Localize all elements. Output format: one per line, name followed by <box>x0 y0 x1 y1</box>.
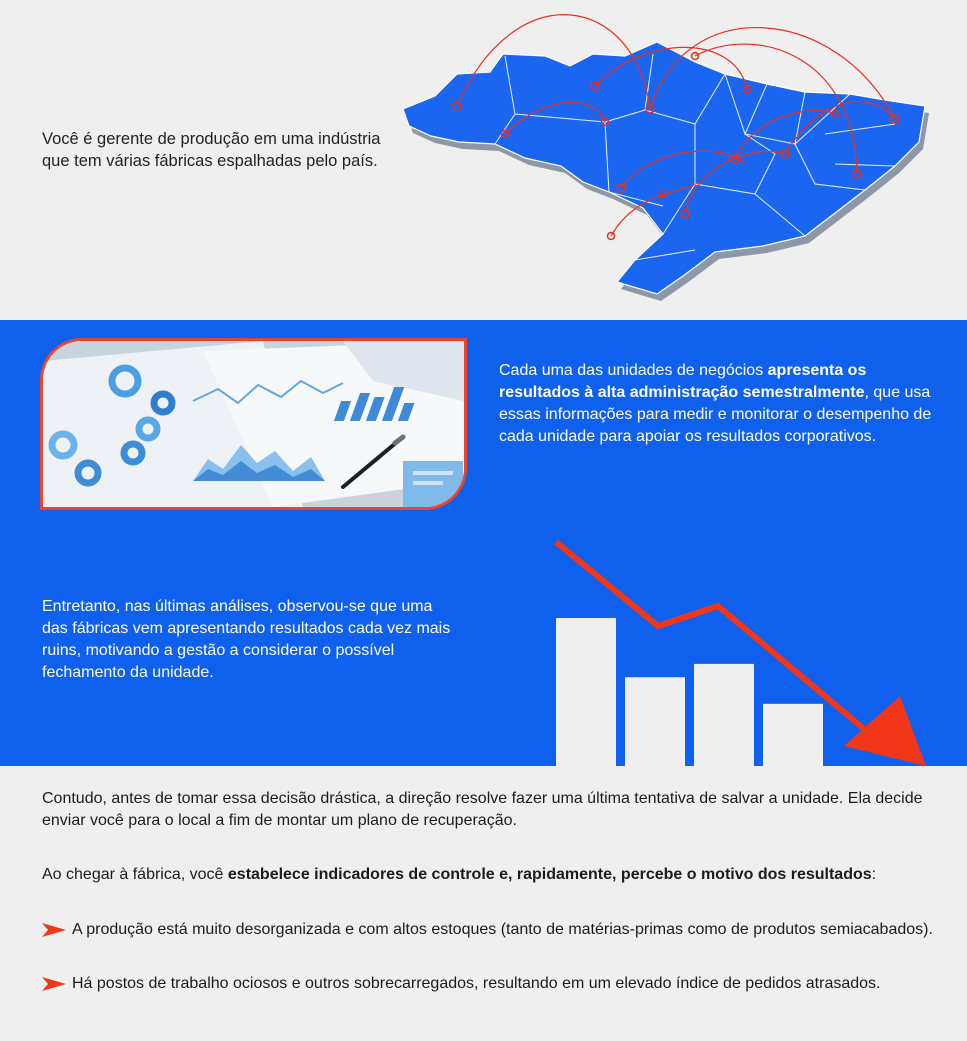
chart-bar <box>763 704 823 766</box>
list-item <box>42 919 942 941</box>
list-item-text: Há postos de trabalho ociosos e outros sobrecarregados, resultando em um elevado índice de pedidos atrasados. <box>72 975 881 992</box>
charts-paperwork-illustration <box>43 341 464 507</box>
conclusion-p2-bold: estabelece indicadores de controle e, rapidamente, percebe o motivo dos resultados <box>227 866 872 883</box>
units-text-part2: , que usa essas informações para medir e monitorar o desempenho de cada unidade para apoiar os resultados corporativos. <box>499 384 932 445</box>
conclusion-paragraph-2 <box>42 864 942 886</box>
arrowhead-icon <box>42 923 66 937</box>
intro-section <box>0 0 967 320</box>
units-text-part1: Cada uma das unidades de negócios <box>499 362 768 379</box>
chart-bar <box>625 677 685 766</box>
conclusion-paragraph-1: Contudo, antes de tomar essa decisão drástica, a direção resolve fazer uma última tentativa de salvar a unidade. Ela decide enviar você para o local a fim de montar um plano de recuperação. <box>42 790 923 829</box>
declining-bar-chart <box>540 536 940 766</box>
intro-text: Você é gerente de produção em uma indústria que tem várias fábricas espalhadas pelo país. <box>42 130 381 170</box>
chart-bar <box>694 664 754 766</box>
brazil-map-illustration <box>395 14 940 304</box>
conclusion-section <box>0 766 967 1041</box>
charts-paperwork-photo <box>40 338 467 510</box>
conclusion-p2-part1: Ao chegar à fábrica, você <box>42 866 228 883</box>
results-section <box>0 320 967 766</box>
conclusion-p2-part2: : <box>871 866 877 883</box>
arrowhead-icon <box>42 977 66 991</box>
list-item-text: A produção está muito desorganizada e com altos estoques (tanto de matérias-primas como de produtos semiacabados). <box>72 921 933 938</box>
list-item <box>42 973 942 995</box>
units-text-bold: apresenta os resultados à alta administração semestralmente <box>499 362 867 401</box>
decline-text: Entretanto, nas últimas análises, observou-se que uma das fábricas vem apresentando resultados cada vez mais ruins, motivando a gestão a considerar o possível fechamento da unidade. <box>42 598 451 681</box>
units-text <box>499 360 939 448</box>
trend-arrowhead-icon <box>844 696 926 766</box>
chart-bar <box>556 618 616 766</box>
